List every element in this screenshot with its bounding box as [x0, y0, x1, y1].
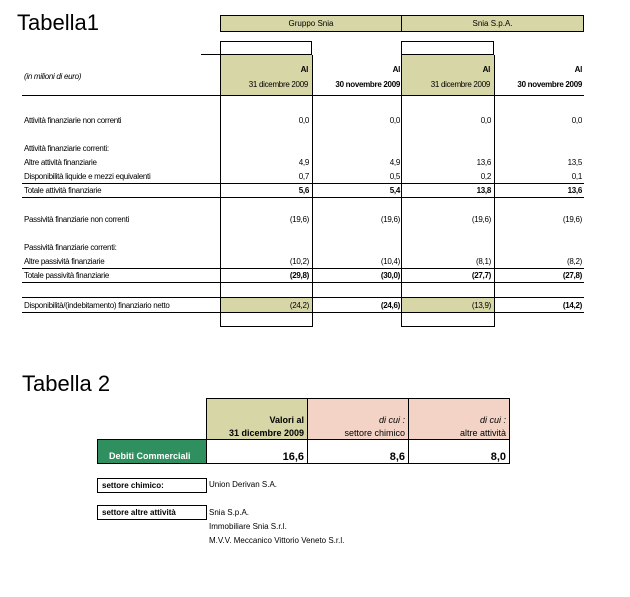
cell-value-net: (24,2)	[289, 301, 309, 310]
t2-header-valori-line1: Valori al	[269, 415, 304, 425]
cell-value-total: 5,6	[298, 186, 309, 195]
t2-header-altre-line2: altre attività	[459, 428, 506, 438]
settore-altre-label: settore altre attività	[97, 505, 207, 520]
row-label: Disponibilità liquide e mezzi equivalenti	[24, 172, 151, 181]
t2-header-chimico	[307, 398, 409, 440]
row-label: Totale passività finanziarie	[24, 271, 109, 280]
cell-value: 0,0	[480, 116, 491, 125]
t2-header-valori	[206, 398, 308, 440]
cell-value-total: (30,0)	[380, 271, 400, 280]
cell-value: (19,6)	[471, 215, 491, 224]
group-header-gruppo-snia: Gruppo Snia	[220, 15, 402, 32]
total-assets-top-line	[22, 183, 584, 184]
total-assets-bottom-line	[22, 197, 584, 198]
col-header-4-line1: Al	[574, 65, 582, 74]
cell-value: (19,6)	[289, 215, 309, 224]
cell-value-net: (24,6)	[380, 301, 400, 310]
col-header-2-line2: 30 novembre 2009	[335, 80, 400, 89]
t2-header-altre-line1: di cui :	[479, 415, 506, 425]
row-label: Totale attività finanziarie	[24, 186, 102, 195]
cell-value-net: (14,2)	[562, 301, 582, 310]
cell-value: 0,1	[571, 172, 582, 181]
t2-value-altre: 8,0	[408, 439, 510, 464]
tabella1-title: Tabella1	[17, 10, 99, 35]
cell-value: (10,2)	[289, 257, 309, 266]
cell-value-net: (13,9)	[471, 301, 491, 310]
cell-value: 0,0	[571, 116, 582, 125]
header-spacer-box-1	[220, 41, 312, 55]
col-header-3-line2: 31 dicembre 2009	[430, 80, 490, 89]
unit-label: (in milioni di euro)	[24, 72, 82, 81]
row-label: Passività finanziarie correnti:	[24, 243, 117, 252]
cell-value: 0,0	[389, 116, 400, 125]
t2-header-altre	[408, 398, 510, 440]
col1-bottom-border	[220, 326, 313, 327]
total-liabilities-bottom-line	[22, 282, 584, 283]
cell-value: (8,2)	[567, 257, 582, 266]
col-header-1-line1: Al	[300, 65, 308, 74]
cell-value: (19,6)	[562, 215, 582, 224]
row-label: Passività finanziarie non correnti	[24, 215, 129, 224]
col-header-1-line2: 31 dicembre 2009	[248, 80, 308, 89]
settore-altre-item: Snia S.p.A.	[209, 508, 250, 517]
cell-value: 0,5	[389, 172, 400, 181]
cell-value-total: (27,8)	[562, 271, 582, 280]
settore-chimico-label: settore chimico:	[97, 478, 207, 493]
cell-value-total: 13,8	[476, 186, 491, 195]
group-header-snia-spa: Snia S.p.A.	[401, 15, 584, 32]
row-label: Altre attività finanziarie	[24, 158, 97, 167]
t2-header-chimico-line1: di cui :	[378, 415, 405, 425]
col-header-1-bg	[220, 55, 312, 95]
cell-value: 0,2	[480, 172, 491, 181]
tabella2-title: Tabella 2	[22, 371, 111, 396]
col-header-4-line2: 30 novembre 2009	[517, 80, 582, 89]
t2-header-valori-line2: 31 dicembre 2009	[228, 428, 304, 438]
t2-value-chimico: 8,6	[307, 439, 409, 464]
t2-header-chimico-line2: settore chimico	[344, 428, 405, 438]
row-label: Altre passività finanziarie	[24, 257, 105, 266]
cell-value: 13,6	[476, 158, 491, 167]
settore-altre-item: Immobiliare Snia S.r.l.	[209, 522, 287, 531]
header-separator	[22, 95, 584, 96]
cell-value: (10,4)	[380, 257, 400, 266]
col-header-2-line1: Al	[392, 65, 400, 74]
row-label: Disponibilità/(indebitamento) finanziario netto	[24, 301, 170, 310]
row-label: Attività finanziarie correnti:	[24, 144, 109, 153]
t2-value-total: 16,6	[206, 439, 308, 464]
cell-value-total: 13,6	[567, 186, 582, 195]
cell-value: 0,7	[298, 172, 309, 181]
cell-value: 4,9	[389, 158, 400, 167]
total-liabilities-top-line	[22, 268, 584, 269]
t2-row-label: Debiti Commerciali	[97, 439, 207, 464]
settore-altre-item: M.V.V. Meccanico Vittorio Veneto S.r.l.	[209, 536, 345, 545]
cell-value: 13,5	[567, 158, 582, 167]
cell-value: (8,1)	[476, 257, 491, 266]
col-header-3-bg	[401, 55, 494, 95]
cell-value-total: (27,7)	[471, 271, 491, 280]
cell-value-total: 5,4	[389, 186, 400, 195]
net-bottom-line	[22, 312, 584, 313]
cell-value: (19,6)	[380, 215, 400, 224]
row-label: Attività finanziarie non correnti	[24, 116, 122, 125]
header-tick-line	[201, 54, 221, 55]
cell-value: 4,9	[298, 158, 309, 167]
cell-value: 0,0	[298, 116, 309, 125]
settore-chimico-item: Union Derivan S.A.	[209, 480, 278, 489]
col-header-3-line1: Al	[482, 65, 490, 74]
header-spacer-box-3	[401, 41, 494, 55]
col3-bottom-border	[401, 326, 495, 327]
cell-value-total: (29,8)	[289, 271, 309, 280]
